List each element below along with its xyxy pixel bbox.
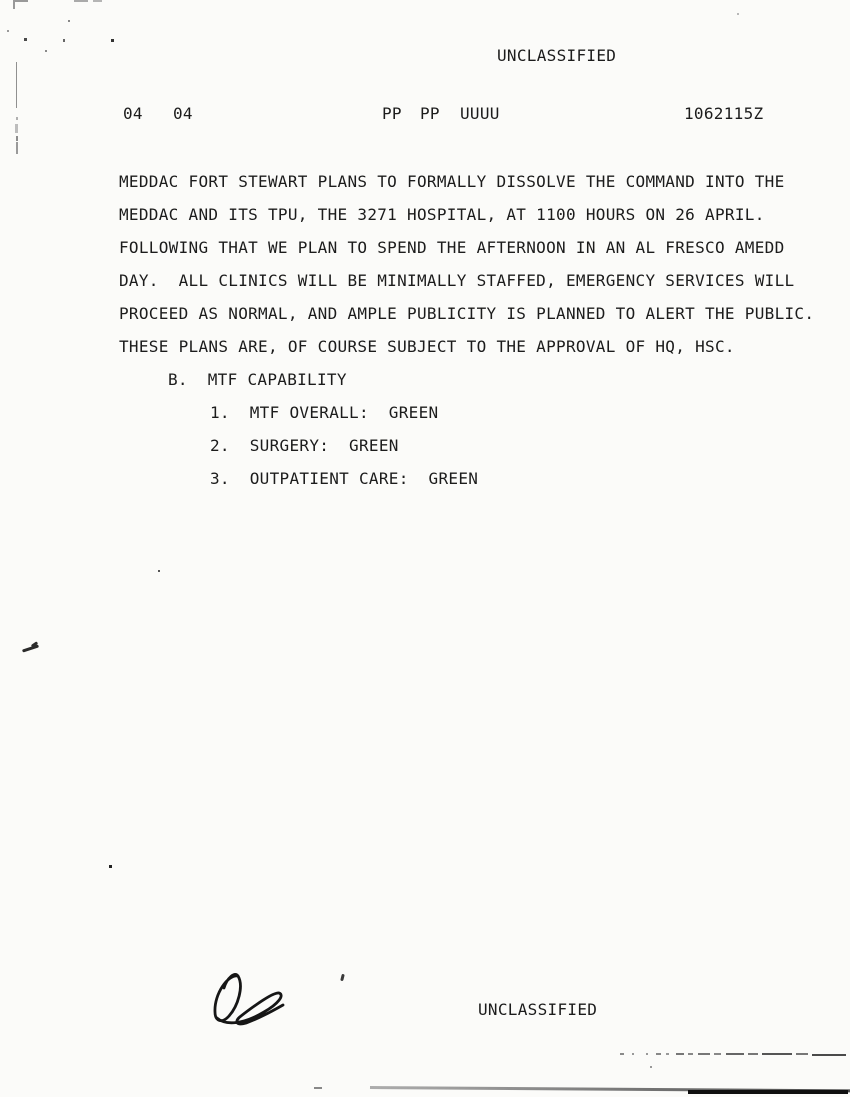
scan-dash <box>74 0 88 2</box>
scan-speck <box>45 50 47 52</box>
paragraph-line: DAY. ALL CLINICS WILL BE MINIMALLY STAFFED, EMERGENCY SERVICES WILL <box>119 271 795 290</box>
scan-speck <box>111 39 114 42</box>
routing-page-count-1: 04 <box>123 104 143 123</box>
capability-list <box>210 396 478 495</box>
corner-mark <box>13 1 15 9</box>
bottom-rule <box>688 1090 848 1094</box>
routing-page-count-2: 04 <box>173 104 193 123</box>
edge-line <box>16 136 18 141</box>
paragraph-line: THESE PLANS ARE, OF COURSE SUBJECT TO THE APPROVAL OF HQ, HSC. <box>119 337 735 356</box>
classification-header: UNCLASSIFIED <box>497 46 617 65</box>
edge-line <box>16 142 18 154</box>
scan-speck <box>158 570 160 572</box>
paragraph-line: MEDDAC AND ITS TPU, THE 3271 HOSPITAL, AT 1100 HOURS ON 26 APRIL. <box>119 205 765 224</box>
scan-speck <box>737 13 739 15</box>
smudge-dashes <box>620 1053 846 1057</box>
scan-speck <box>7 30 9 32</box>
edge-line <box>16 117 18 120</box>
routing-precedence-1: PP <box>382 104 402 123</box>
scan-speck <box>63 39 65 42</box>
classification-footer: UNCLASSIFIED <box>478 1000 598 1019</box>
paragraph-line: MEDDAC FORT STEWART PLANS TO FORMALLY DISSOLVE THE COMMAND INTO THE <box>119 172 785 191</box>
scan-dash <box>93 0 102 2</box>
edge-line <box>16 62 17 108</box>
corner-mark <box>13 0 28 2</box>
paragraph-line: FOLLOWING THAT WE PLAN TO SPEND THE AFTERNOON IN AN AL FRESCO AMEDD <box>119 238 785 257</box>
scan-dash <box>314 1087 322 1089</box>
pen-tick <box>340 974 345 982</box>
message-paragraph <box>119 165 814 363</box>
signature-scribble <box>186 964 298 1039</box>
capability-item: 1. MTF OVERALL: GREEN <box>210 403 439 422</box>
edge-line <box>15 124 18 133</box>
section-b-heading: B. MTF CAPABILITY <box>168 370 347 389</box>
capability-item: 2. SURGERY: GREEN <box>210 436 399 455</box>
scan-speck <box>24 38 27 41</box>
scan-speck <box>109 865 112 868</box>
routing-precedence-2: PP <box>420 104 440 123</box>
scan-speck <box>650 1066 652 1068</box>
capability-item: 3. OUTPATIENT CARE: GREEN <box>210 469 479 488</box>
paragraph-line: PROCEED AS NORMAL, AND AMPLE PUBLICITY IS PLANNED TO ALERT THE PUBLIC. <box>119 304 815 323</box>
scan-speck <box>68 20 70 22</box>
routing-security-code: UUUU <box>460 104 500 123</box>
routing-date-time-group: 1062115Z <box>684 104 764 123</box>
